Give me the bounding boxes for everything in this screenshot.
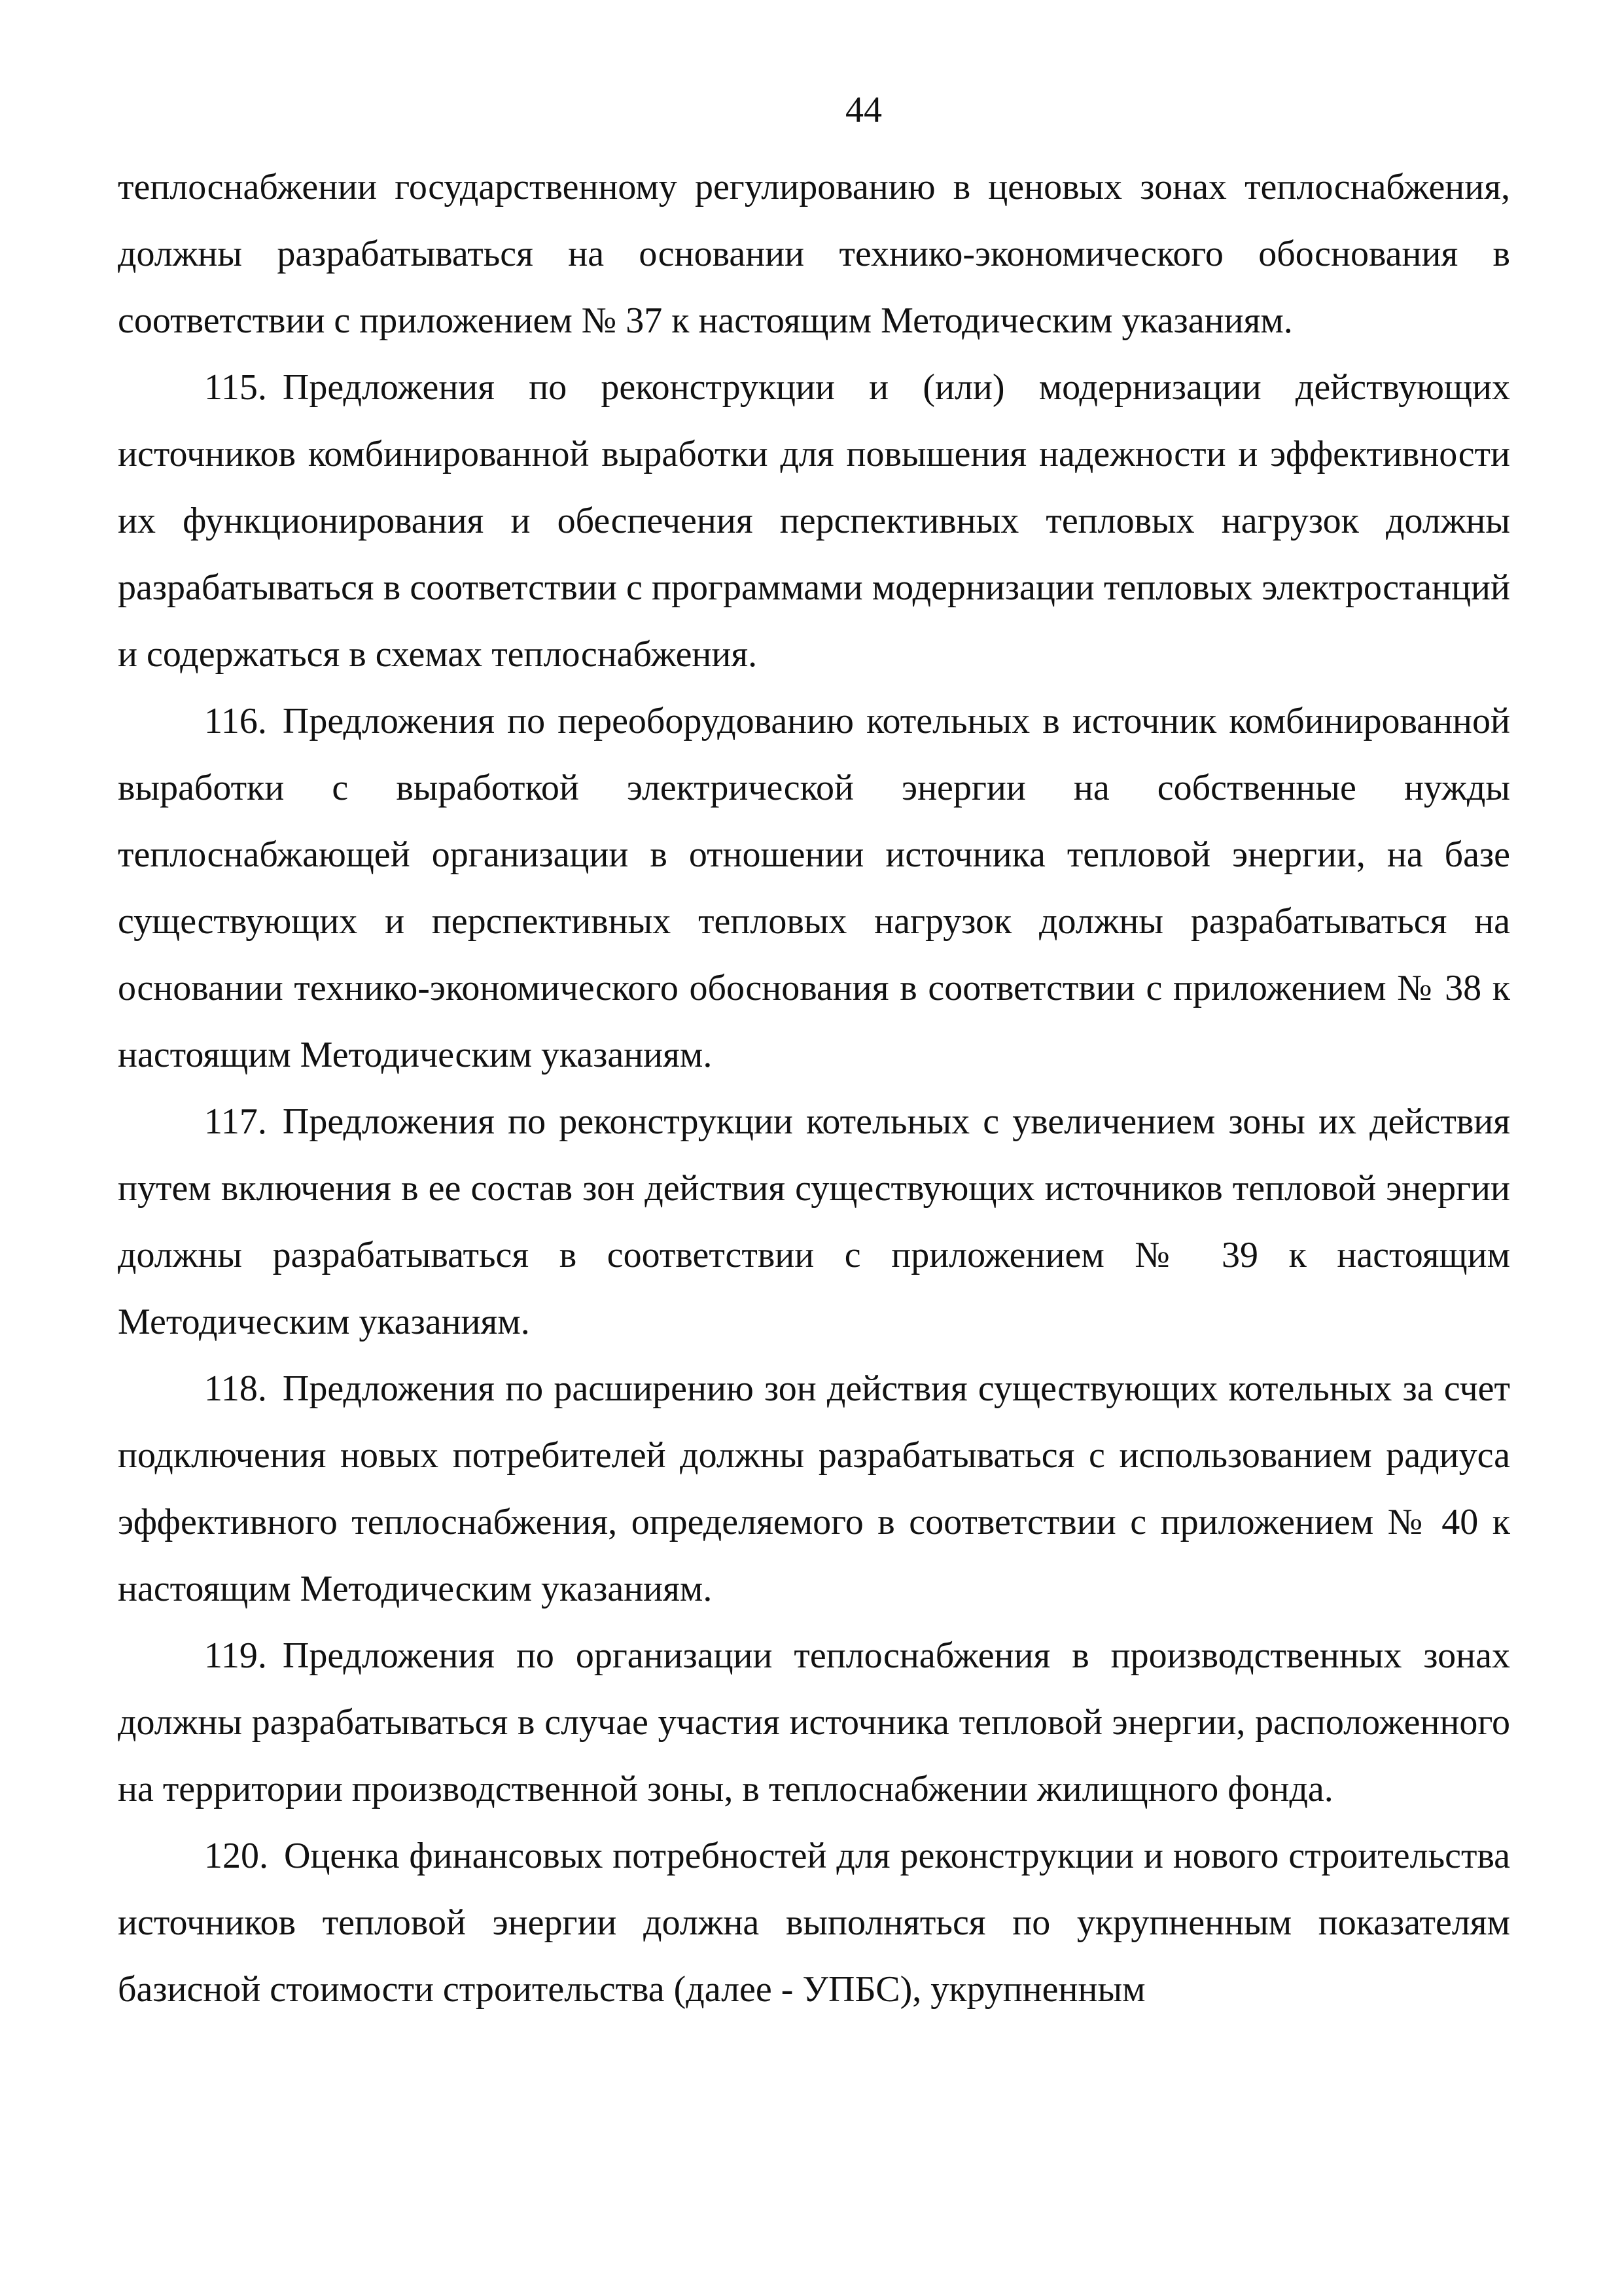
paragraph-text: Предложения по реконструкции котельных с увеличением зоны их действия путем включения в ее состав зон действия существующих источников тепловой энергии должны разрабатываться в соответствии с приложением № 39 к настоящим Методическим указаниям.	[118, 1101, 1510, 1342]
continuation-paragraph: теплоснабжении государственному регулированию в ценовых зонах теплоснабжения, должны разрабатываться на основании технико-экономического обоснования в соответствии с приложением № 37 к настоящим Методическим указаниям.	[118, 167, 1510, 341]
paragraph-number: 116.	[204, 701, 267, 741]
paragraph-118	[118, 1355, 1510, 1622]
paragraph-120	[118, 1823, 1510, 2023]
paragraph-115	[118, 354, 1510, 688]
paragraph-number: 120.	[204, 1836, 268, 1876]
paragraph-number: 115.	[204, 367, 267, 408]
document-body	[118, 154, 1510, 2023]
paragraph-119	[118, 1622, 1510, 1823]
paragraph-text: Предложения по реконструкции и (или) модернизации действующих источников комбинированной выработки для повышения надежности и эффективности их функционирования и обеспечения перспективных тепловых нагрузок должны разрабатываться в соответствии с программами модернизации тепловых электростанций и содержаться в схемах теплоснабжения.	[118, 367, 1510, 675]
paragraph-text: Предложения по переоборудованию котельных в источник комбинированной выработки с выработкой электрической энергии на собственные нужды теплоснабжающей организации в отношении источника тепловой энергии, на базе существующих и перспективных тепловых нагрузок должны разрабатываться на основании технико-экономического обоснования в соответствии с приложением № 38 к настоящим Методическим указаниям.	[118, 701, 1510, 1075]
paragraph-117	[118, 1088, 1510, 1355]
paragraph-116	[118, 688, 1510, 1088]
paragraph-text: Предложения по организации теплоснабжения в производственных зонах должны разрабатываться в случае участия источника тепловой энергии, расположенного на территории производственной зоны, в теплоснабжении жилищного фонда.	[118, 1635, 1510, 1809]
paragraph-number: 118.	[204, 1368, 267, 1409]
page-number: 44	[845, 90, 882, 130]
paragraph-text: Предложения по расширению зон действия существующих котельных за счет подключения новых потребителей должны разрабатываться с использованием радиуса эффективного теплоснабжения, определяемого в соответствии с приложением № 40 к настоящим Методическим указаниям.	[118, 1368, 1510, 1609]
paragraph-text: Оценка финансовых потребностей для реконструкции и нового строительства источников тепловой энергии должна выполняться по укрупненным показателям базисной стоимости строительства (далее - УПБС), укрупненным	[118, 1836, 1510, 2010]
paragraph-number: 117.	[204, 1101, 267, 1142]
paragraph-number: 119.	[204, 1635, 267, 1676]
